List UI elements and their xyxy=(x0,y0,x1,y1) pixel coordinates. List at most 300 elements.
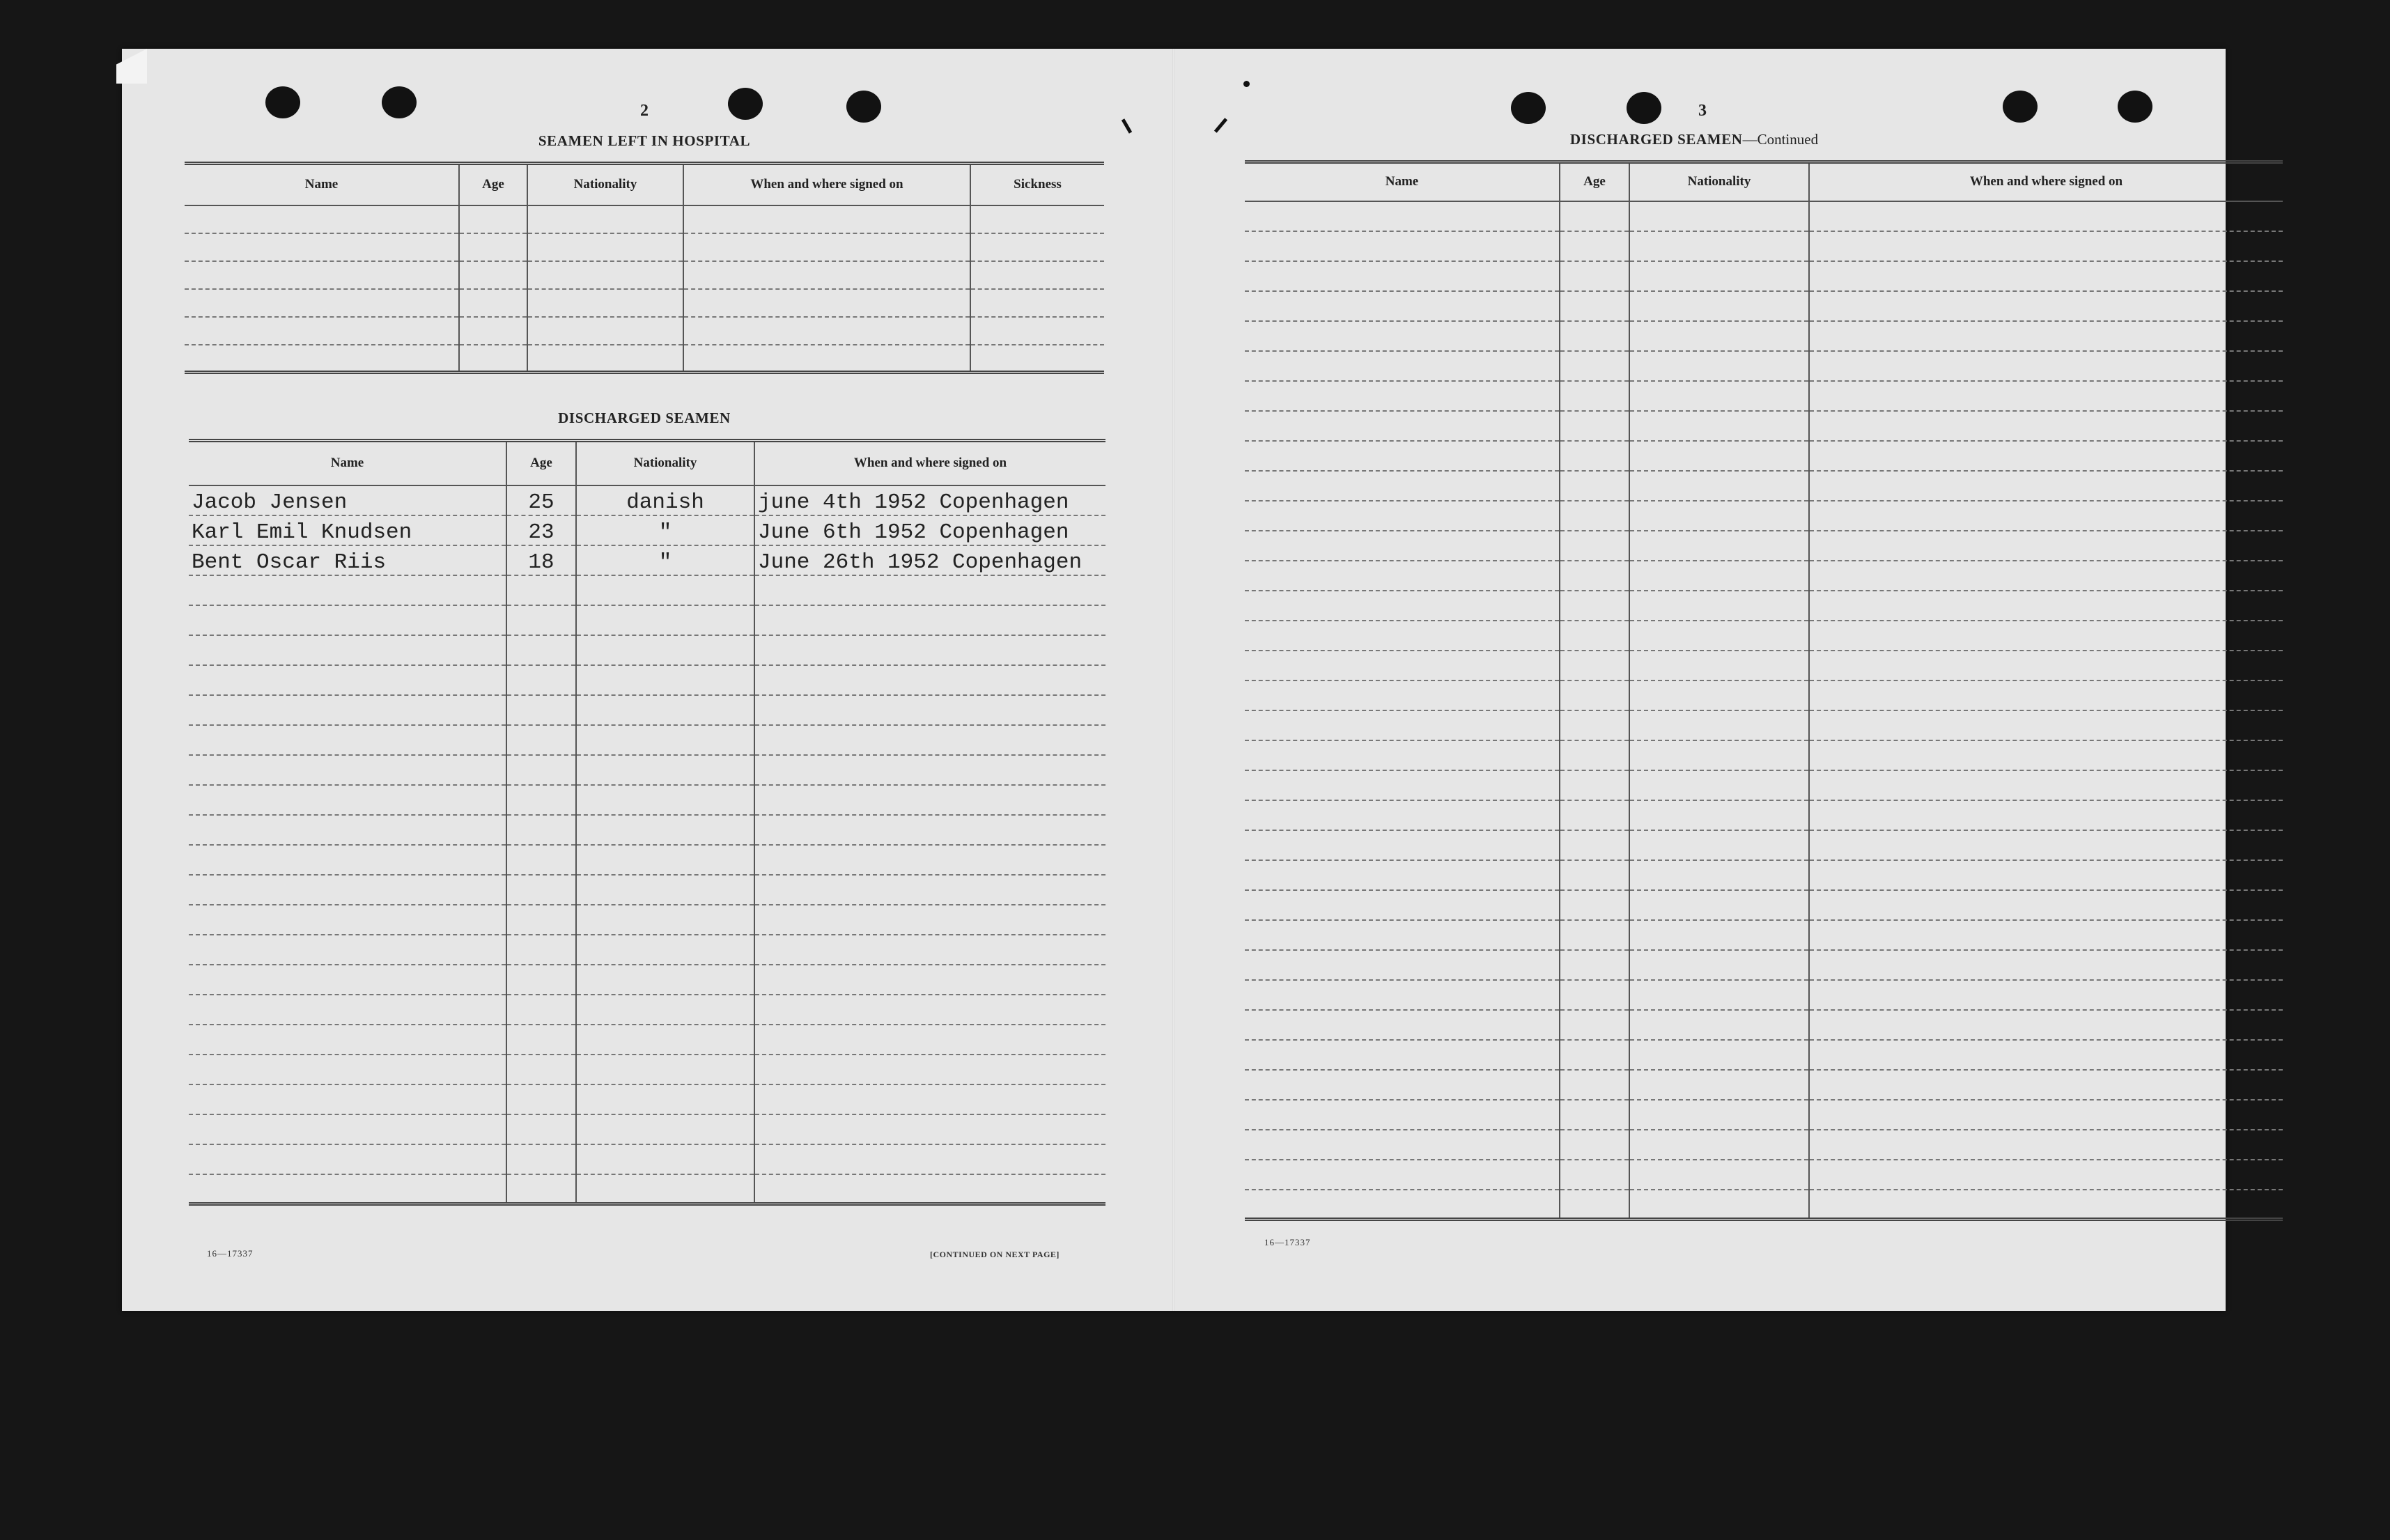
age-cell xyxy=(506,605,576,635)
punch-hole xyxy=(1511,92,1546,124)
table-row xyxy=(189,1144,1105,1174)
signed-on-cell xyxy=(754,1025,1105,1055)
age-cell xyxy=(459,345,527,373)
nationality-cell xyxy=(1629,531,1809,561)
table-row xyxy=(189,545,1105,575)
nationality-cell xyxy=(1629,1010,1809,1040)
nationality-cell xyxy=(576,995,754,1025)
name-cell xyxy=(1245,770,1560,800)
signed-on-cell xyxy=(754,965,1105,995)
signed-on-cell xyxy=(1809,291,2283,321)
table-row xyxy=(189,1084,1105,1114)
age-cell xyxy=(1560,441,1629,471)
age-cell xyxy=(1560,651,1629,680)
table-row xyxy=(189,575,1105,605)
age-cell xyxy=(506,1025,576,1055)
nationality-cell xyxy=(1629,1070,1809,1100)
table-row xyxy=(189,725,1105,755)
signed-on-cell xyxy=(754,845,1105,875)
table-row xyxy=(189,815,1105,845)
age-cell xyxy=(1560,1040,1629,1070)
signed-on-cell xyxy=(1809,920,2283,950)
nationality-cell xyxy=(527,289,683,317)
signed-on-cell xyxy=(754,725,1105,755)
name-cell xyxy=(1245,411,1560,441)
name-cell xyxy=(1245,501,1560,531)
signed-on-cell xyxy=(1809,501,2283,531)
signed-on-cell xyxy=(1809,680,2283,710)
table-row xyxy=(1245,1070,2283,1100)
name-cell xyxy=(189,965,506,995)
nationality-cell xyxy=(1629,471,1809,501)
table-row xyxy=(189,755,1105,785)
ink-speck xyxy=(1214,118,1227,133)
name-cell xyxy=(1245,830,1560,860)
nationality-cell xyxy=(527,205,683,233)
nationality-cell xyxy=(576,635,754,665)
signed-on-cell xyxy=(1809,1160,2283,1190)
signed-on-cell xyxy=(1809,321,2283,351)
nationality-cell xyxy=(1629,770,1809,800)
table-row xyxy=(1245,381,2283,411)
name-cell xyxy=(1245,1190,1560,1220)
age-cell xyxy=(1560,411,1629,441)
signed-on-cell xyxy=(754,1084,1105,1114)
nationality-cell xyxy=(576,1025,754,1055)
signed-on-cell xyxy=(1809,950,2283,980)
name-cell xyxy=(1245,591,1560,621)
name-cell xyxy=(1245,201,1560,231)
name-cell xyxy=(1245,471,1560,501)
nationality-cell xyxy=(527,317,683,345)
name-cell xyxy=(1245,920,1560,950)
age-cell xyxy=(1560,261,1629,291)
table-row xyxy=(1245,651,2283,680)
punch-hole xyxy=(2003,91,2038,123)
age-cell: 18 xyxy=(506,545,576,575)
nationality-cell xyxy=(1629,501,1809,531)
table-row xyxy=(1245,920,2283,950)
table-row xyxy=(189,665,1105,695)
name-cell xyxy=(189,815,506,845)
nationality-cell xyxy=(1629,651,1809,680)
col-header-nationality: Nationality xyxy=(576,441,754,485)
nationality-cell xyxy=(527,233,683,261)
signed-on-cell xyxy=(754,935,1105,965)
age-cell xyxy=(459,289,527,317)
table-row xyxy=(189,485,1105,515)
name-cell xyxy=(1245,381,1560,411)
age-cell xyxy=(506,755,576,785)
sickness-cell xyxy=(970,317,1104,345)
discharged-continued-title-main: DISCHARGED SEAMEN xyxy=(1569,131,1743,148)
name-cell xyxy=(189,1114,506,1144)
signed-on-cell xyxy=(754,995,1105,1025)
age-cell xyxy=(506,1055,576,1084)
nationality-cell xyxy=(576,575,754,605)
age-cell xyxy=(1560,920,1629,950)
table-row xyxy=(189,515,1105,545)
signed-on-cell xyxy=(1809,1100,2283,1130)
age-cell xyxy=(1560,1100,1629,1130)
table-row xyxy=(1245,1040,2283,1070)
age-cell xyxy=(1560,710,1629,740)
nationality-cell xyxy=(576,695,754,725)
signed-on-cell xyxy=(1809,1190,2283,1220)
discharged-continued-title-suffix: —Continued xyxy=(1742,131,1819,148)
name-cell xyxy=(189,905,506,935)
signed-on-cell xyxy=(1809,770,2283,800)
name-cell xyxy=(185,261,459,289)
signed-on-cell xyxy=(1809,621,2283,651)
signed-on-cell xyxy=(1809,1130,2283,1160)
nationality-cell xyxy=(576,605,754,635)
age-cell xyxy=(1560,830,1629,860)
signed-on-cell xyxy=(683,289,970,317)
discharged-section-title: DISCHARGED SEAMEN xyxy=(558,410,731,426)
table-row xyxy=(189,1025,1105,1055)
table-row xyxy=(1245,860,2283,890)
age-cell xyxy=(506,1174,576,1204)
signed-on-cell xyxy=(754,1055,1105,1084)
table-row xyxy=(189,605,1105,635)
table-row xyxy=(1245,890,2283,920)
name-cell xyxy=(189,755,506,785)
name-cell xyxy=(189,1084,506,1114)
table-row xyxy=(1245,441,2283,471)
signed-on-cell xyxy=(754,755,1105,785)
signed-on-cell xyxy=(1809,1070,2283,1100)
nationality-cell xyxy=(1629,710,1809,740)
signed-on-cell xyxy=(1809,830,2283,860)
age-cell xyxy=(459,261,527,289)
table-row xyxy=(1245,291,2283,321)
name-cell xyxy=(1245,950,1560,980)
age-cell: 25 xyxy=(506,485,576,515)
age-cell xyxy=(1560,860,1629,890)
nationality-cell xyxy=(1629,261,1809,291)
name-cell xyxy=(185,233,459,261)
table-row xyxy=(189,935,1105,965)
table-row xyxy=(1245,710,2283,740)
name-cell xyxy=(1245,890,1560,920)
table-row xyxy=(1245,1190,2283,1220)
age-cell xyxy=(506,1144,576,1174)
age-cell xyxy=(1560,800,1629,830)
discharged-table xyxy=(189,439,1105,1206)
table-row xyxy=(1245,980,2283,1010)
discharged-continued-table xyxy=(1245,160,2283,1221)
age-cell xyxy=(1560,501,1629,531)
punch-hole xyxy=(728,88,763,120)
nationality-cell xyxy=(576,1084,754,1114)
table-row xyxy=(1245,591,2283,621)
nationality-cell xyxy=(576,1055,754,1084)
col-header-age: Age xyxy=(506,441,576,485)
nationality-cell xyxy=(1629,621,1809,651)
nationality-cell xyxy=(1629,321,1809,351)
signed-on-cell xyxy=(683,261,970,289)
signed-on-cell: june 4th 1952 Copenhagen xyxy=(754,485,1105,515)
table-row xyxy=(1245,740,2283,770)
age-cell xyxy=(459,233,527,261)
signed-on-cell xyxy=(754,575,1105,605)
nationality-cell xyxy=(1629,920,1809,950)
table-row xyxy=(189,1114,1105,1144)
nationality-cell xyxy=(576,905,754,935)
signed-on-cell xyxy=(1809,710,2283,740)
nationality-cell xyxy=(527,261,683,289)
name-cell xyxy=(1245,441,1560,471)
name-cell xyxy=(189,935,506,965)
name-cell xyxy=(189,635,506,665)
signed-on-cell xyxy=(1809,411,2283,441)
table-row xyxy=(185,289,1104,317)
name-cell xyxy=(1245,1130,1560,1160)
nationality-cell xyxy=(1629,441,1809,471)
age-cell xyxy=(506,815,576,845)
signed-on-cell xyxy=(754,635,1105,665)
name-cell xyxy=(189,995,506,1025)
sickness-cell xyxy=(970,289,1104,317)
age-cell xyxy=(1560,980,1629,1010)
age-cell xyxy=(1560,1160,1629,1190)
name-cell xyxy=(1245,1040,1560,1070)
table-row xyxy=(189,785,1105,815)
signed-on-cell xyxy=(683,345,970,373)
name-cell xyxy=(189,1174,506,1204)
age-cell: 23 xyxy=(506,515,576,545)
nationality-cell xyxy=(576,665,754,695)
punch-hole xyxy=(2118,91,2152,123)
name-cell xyxy=(189,1025,506,1055)
name-cell xyxy=(1245,561,1560,591)
punch-hole xyxy=(265,86,300,118)
signed-on-cell xyxy=(754,695,1105,725)
age-cell xyxy=(1560,471,1629,501)
nationality-cell xyxy=(1629,351,1809,381)
signed-on-cell xyxy=(1809,441,2283,471)
center-fold xyxy=(1172,49,1175,1311)
nationality-cell xyxy=(1629,1100,1809,1130)
name-cell xyxy=(189,1055,506,1084)
nationality-cell xyxy=(576,875,754,905)
table-row xyxy=(189,845,1105,875)
age-cell xyxy=(459,317,527,345)
table-row xyxy=(1245,1130,2283,1160)
name-cell xyxy=(1245,1010,1560,1040)
signed-on-cell xyxy=(754,605,1105,635)
age-cell xyxy=(1560,321,1629,351)
table-row xyxy=(1245,411,2283,441)
col-header-signed-on: When and where signed on xyxy=(754,441,1105,485)
page-number-left: 2 xyxy=(640,102,649,120)
age-cell xyxy=(1560,531,1629,561)
signed-on-cell xyxy=(683,205,970,233)
signed-on-cell xyxy=(1809,381,2283,411)
table-row xyxy=(189,695,1105,725)
nationality-cell xyxy=(1629,1130,1809,1160)
age-cell xyxy=(1560,740,1629,770)
name-cell xyxy=(189,695,506,725)
table-row xyxy=(185,233,1104,261)
nationality-cell xyxy=(1629,740,1809,770)
nationality-cell xyxy=(1629,381,1809,411)
name-cell xyxy=(185,345,459,373)
signed-on-cell: June 6th 1952 Copenhagen xyxy=(754,515,1105,545)
age-cell xyxy=(506,965,576,995)
name-cell xyxy=(1245,680,1560,710)
age-cell xyxy=(506,875,576,905)
signed-on-cell xyxy=(1809,890,2283,920)
col-header-name: Name xyxy=(189,441,506,485)
table-row xyxy=(1245,321,2283,351)
age-cell xyxy=(1560,1070,1629,1100)
signed-on-cell xyxy=(1809,800,2283,830)
age-cell xyxy=(506,635,576,665)
signed-on-cell xyxy=(754,785,1105,815)
table-row xyxy=(185,261,1104,289)
nationality-cell xyxy=(1629,950,1809,980)
signed-on-cell xyxy=(683,317,970,345)
age-cell xyxy=(506,905,576,935)
age-cell xyxy=(1560,291,1629,321)
sickness-cell xyxy=(970,345,1104,373)
nationality-cell xyxy=(576,845,754,875)
name-cell xyxy=(1245,531,1560,561)
table-row xyxy=(185,317,1104,345)
age-cell xyxy=(1560,621,1629,651)
name-cell xyxy=(189,785,506,815)
nationality-cell xyxy=(1629,231,1809,261)
table-row xyxy=(189,995,1105,1025)
name-cell xyxy=(1245,621,1560,651)
punch-hole xyxy=(382,86,417,118)
folded-corner xyxy=(116,49,147,84)
name-cell xyxy=(1245,800,1560,830)
col-header-name: Name xyxy=(1245,162,1560,201)
nationality-cell xyxy=(576,1174,754,1204)
age-cell xyxy=(1560,351,1629,381)
age-cell xyxy=(1560,1010,1629,1040)
name-cell xyxy=(185,317,459,345)
age-cell xyxy=(506,725,576,755)
discharged-continued-title xyxy=(1245,131,2143,148)
name-cell xyxy=(1245,980,1560,1010)
signed-on-cell xyxy=(1809,651,2283,680)
table-row xyxy=(185,345,1104,373)
nationality-cell xyxy=(1629,1160,1809,1190)
form-code-right: 16—17337 xyxy=(1264,1237,1311,1247)
name-cell xyxy=(1245,291,1560,321)
table-row xyxy=(189,965,1105,995)
name-cell xyxy=(1245,651,1560,680)
age-cell xyxy=(506,935,576,965)
age-cell xyxy=(506,665,576,695)
nationality-cell xyxy=(576,815,754,845)
ink-speck xyxy=(1243,81,1250,87)
signed-on-cell xyxy=(1809,980,2283,1010)
signed-on-cell xyxy=(1809,471,2283,501)
table-row xyxy=(1245,680,2283,710)
nationality-cell xyxy=(576,935,754,965)
punch-hole xyxy=(846,91,881,123)
sickness-cell xyxy=(970,233,1104,261)
nationality-cell xyxy=(1629,291,1809,321)
age-cell xyxy=(506,785,576,815)
nationality-cell xyxy=(1629,800,1809,830)
hospital-table xyxy=(185,162,1104,374)
age-cell xyxy=(1560,1190,1629,1220)
name-cell xyxy=(1245,1160,1560,1190)
age-cell xyxy=(506,1084,576,1114)
nationality-cell: danish xyxy=(576,485,754,515)
table-row xyxy=(1245,561,2283,591)
age-cell xyxy=(1560,950,1629,980)
signed-on-cell xyxy=(1809,231,2283,261)
nationality-cell xyxy=(1629,1040,1809,1070)
nationality-cell xyxy=(1629,830,1809,860)
age-cell xyxy=(1560,890,1629,920)
signed-on-cell xyxy=(1809,591,2283,621)
name-cell xyxy=(1245,860,1560,890)
col-header-nationality: Nationality xyxy=(527,164,683,205)
signed-on-cell xyxy=(754,1144,1105,1174)
nationality-cell xyxy=(1629,411,1809,441)
punch-hole xyxy=(1627,92,1661,124)
table-row xyxy=(1245,261,2283,291)
signed-on-cell xyxy=(1809,261,2283,291)
col-header-nationality: Nationality xyxy=(1629,162,1809,201)
age-cell xyxy=(1560,1130,1629,1160)
name-cell xyxy=(1245,1070,1560,1100)
signed-on-cell xyxy=(1809,201,2283,231)
col-header-name: Name xyxy=(185,164,459,205)
table-row xyxy=(185,205,1104,233)
nationality-cell: " xyxy=(576,515,754,545)
name-cell xyxy=(189,875,506,905)
name-cell xyxy=(1245,1100,1560,1130)
nationality-cell xyxy=(1629,860,1809,890)
name-cell xyxy=(189,725,506,755)
age-cell xyxy=(1560,201,1629,231)
nationality-cell: " xyxy=(576,545,754,575)
name-cell xyxy=(189,575,506,605)
ink-speck xyxy=(1122,118,1132,134)
nationality-cell xyxy=(576,1144,754,1174)
nationality-cell xyxy=(1629,201,1809,231)
form-code-left: 16—17337 xyxy=(207,1248,254,1259)
name-cell xyxy=(189,1144,506,1174)
table-row xyxy=(1245,531,2283,561)
col-header-age: Age xyxy=(459,164,527,205)
nationality-cell xyxy=(527,345,683,373)
signed-on-cell xyxy=(754,905,1105,935)
table-row xyxy=(1245,950,2283,980)
age-cell xyxy=(459,205,527,233)
signed-on-cell xyxy=(754,815,1105,845)
signed-on-cell xyxy=(1809,351,2283,381)
name-cell xyxy=(1245,710,1560,740)
signed-on-cell xyxy=(754,875,1105,905)
nationality-cell xyxy=(1629,980,1809,1010)
name-cell xyxy=(1245,261,1560,291)
sickness-cell xyxy=(970,261,1104,289)
table-row xyxy=(1245,621,2283,651)
nationality-cell xyxy=(1629,680,1809,710)
name-cell: Jacob Jensen xyxy=(189,485,506,515)
age-cell xyxy=(1560,770,1629,800)
